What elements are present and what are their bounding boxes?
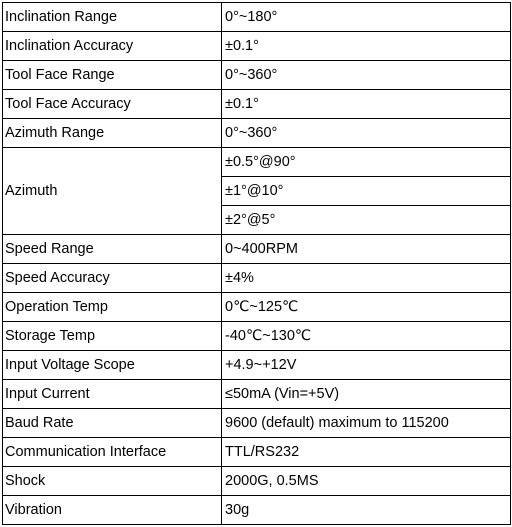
spec-label: Azimuth xyxy=(3,148,222,235)
table-row xyxy=(3,32,511,61)
spec-value: ±2°@5° xyxy=(222,206,511,235)
spec-value: ±0.5°@90° xyxy=(222,148,511,177)
spec-label: Tool Face Accuracy xyxy=(3,90,222,119)
spec-value: ±1°@10° xyxy=(222,177,511,206)
spec-value: TTL/RS232 xyxy=(222,438,511,467)
table-row xyxy=(3,496,511,525)
spec-label: Communication Interface xyxy=(3,438,222,467)
spec-value: ±0.1° xyxy=(222,32,511,61)
spec-value: -40℃~130℃ xyxy=(222,322,511,351)
spec-value: 0°~360° xyxy=(222,61,511,90)
table-row xyxy=(3,90,511,119)
table-row xyxy=(3,61,511,90)
spec-label: Operation Temp xyxy=(3,293,222,322)
table-row xyxy=(3,235,511,264)
spec-label: Inclination Accuracy xyxy=(3,32,222,61)
spec-value: 0℃~125℃ xyxy=(222,293,511,322)
spec-value: 30g xyxy=(222,496,511,525)
spec-value: ±0.1° xyxy=(222,90,511,119)
spec-label: Vibration xyxy=(3,496,222,525)
spec-value: 0°~360° xyxy=(222,119,511,148)
table-row xyxy=(3,409,511,438)
table-row xyxy=(3,3,511,32)
table-row xyxy=(3,351,511,380)
table-row xyxy=(3,438,511,467)
spec-value: +4.9~+12V xyxy=(222,351,511,380)
table-row xyxy=(3,380,511,409)
spec-label: Tool Face Range xyxy=(3,61,222,90)
table-row xyxy=(3,264,511,293)
table-row xyxy=(3,119,511,148)
spec-table xyxy=(2,2,511,525)
spec-value: 2000G, 0.5MS xyxy=(222,467,511,496)
table-row xyxy=(3,467,511,496)
table-row xyxy=(3,322,511,351)
table-row xyxy=(3,148,511,177)
spec-value: ≤50mA (Vin=+5V) xyxy=(222,380,511,409)
spec-label: Input Current xyxy=(3,380,222,409)
spec-label: Storage Temp xyxy=(3,322,222,351)
table-row xyxy=(3,293,511,322)
spec-label: Inclination Range xyxy=(3,3,222,32)
spec-value: 0°~180° xyxy=(222,3,511,32)
spec-label: Baud Rate xyxy=(3,409,222,438)
spec-value: ±4% xyxy=(222,264,511,293)
spec-label: Speed Range xyxy=(3,235,222,264)
spec-label: Speed Accuracy xyxy=(3,264,222,293)
spec-value: 9600 (default) maximum to 115200 xyxy=(222,409,511,438)
spec-label: Azimuth Range xyxy=(3,119,222,148)
spec-value: 0~400RPM xyxy=(222,235,511,264)
spec-label: Input Voltage Scope xyxy=(3,351,222,380)
spec-label: Shock xyxy=(3,467,222,496)
